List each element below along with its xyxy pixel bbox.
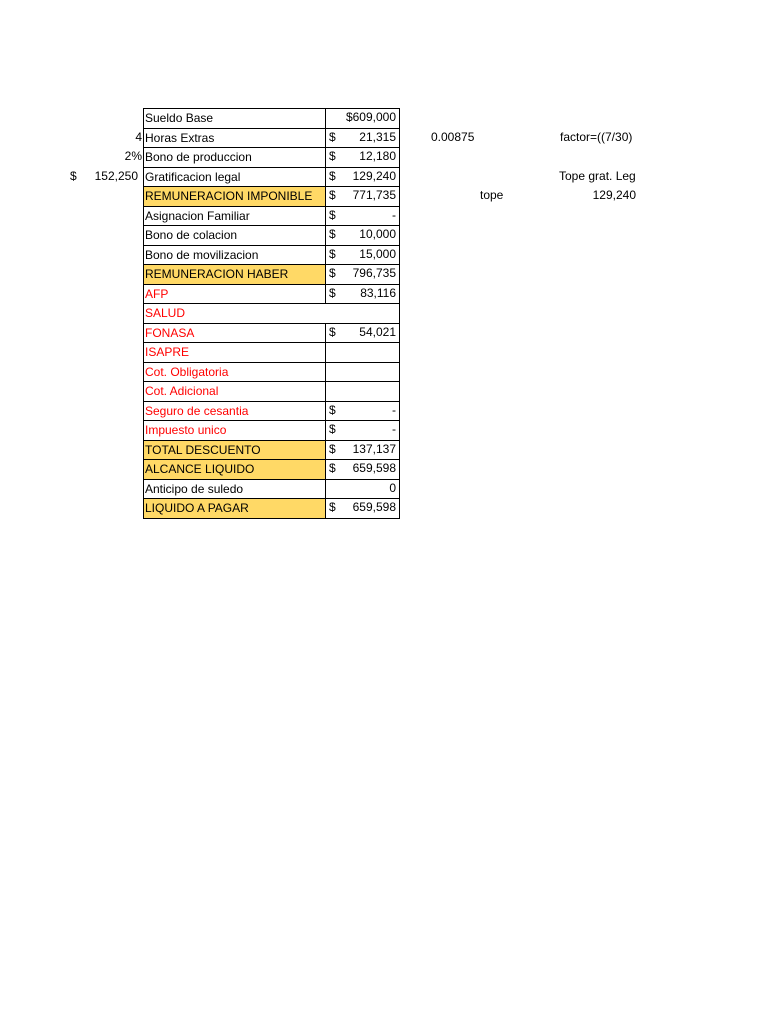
- amount-value: $609,000: [345, 110, 396, 124]
- amount-value: 10,000: [359, 227, 396, 241]
- row-label-cell[interactable]: Horas Extras: [144, 128, 326, 148]
- amount-value: 137,137: [352, 441, 396, 456]
- row-value-cell[interactable]: [326, 479, 400, 499]
- currency-symbol: $: [329, 500, 336, 514]
- amount-value: 12,180: [359, 149, 396, 163]
- amount-value: 659,598: [352, 500, 396, 514]
- bono-percent-cell[interactable]: 2%: [124, 149, 142, 163]
- table-row: [144, 401, 400, 421]
- row-label-cell[interactable]: FONASA: [144, 323, 326, 343]
- amount-value: 129,240: [352, 168, 396, 183]
- row-value-cell[interactable]: [326, 187, 400, 207]
- row-value-cell[interactable]: [326, 323, 400, 343]
- currency-symbol: $: [329, 402, 336, 417]
- table-row: [144, 109, 400, 129]
- row-label-cell[interactable]: SALUD: [144, 304, 400, 324]
- currency-symbol: $: [329, 266, 336, 280]
- currency-symbol: $: [329, 227, 336, 241]
- row-label-cell[interactable]: REMUNERACION HABER: [144, 265, 326, 285]
- row-label-cell[interactable]: REMUNERACION IMPONIBLE: [144, 187, 326, 207]
- payroll-table: [143, 108, 400, 519]
- currency-symbol: $: [329, 188, 336, 202]
- currency-symbol: $: [329, 324, 336, 339]
- table-row: [144, 362, 400, 382]
- horas-count-cell[interactable]: 4: [135, 129, 142, 144]
- table-row: [144, 245, 400, 265]
- row-label-cell[interactable]: TOTAL DESCUENTO: [144, 440, 326, 460]
- amount-value: -: [392, 207, 396, 222]
- factor-formula-cell[interactable]: factor=((7/30): [560, 129, 633, 144]
- currency-symbol: $: [329, 285, 336, 300]
- row-label-cell[interactable]: ALCANCE LIQUIDO: [144, 460, 326, 480]
- row-value-cell[interactable]: [326, 167, 400, 187]
- row-value-cell[interactable]: [326, 460, 400, 480]
- amount-value: 83,116: [360, 285, 396, 300]
- table-row: [144, 226, 400, 246]
- currency-symbol: $: [329, 422, 336, 436]
- table-row: [144, 460, 400, 480]
- table-row: [144, 421, 400, 441]
- currency-symbol: $: [329, 129, 336, 144]
- row-label-cell[interactable]: Sueldo Base: [144, 109, 326, 129]
- row-label-cell[interactable]: Impuesto unico: [144, 421, 326, 441]
- table-row: [144, 343, 400, 363]
- row-label-cell[interactable]: Cot. Adicional: [144, 382, 326, 402]
- row-value-cell[interactable]: [326, 284, 400, 304]
- row-value-cell[interactable]: [326, 440, 400, 460]
- row-label-cell[interactable]: AFP: [144, 284, 326, 304]
- row-label-cell[interactable]: Bono de produccion: [144, 148, 326, 168]
- amount-value: 54,021: [359, 324, 396, 339]
- table-row: [144, 284, 400, 304]
- table-row: [144, 265, 400, 285]
- factor-value-cell[interactable]: 0.00875: [431, 129, 475, 144]
- amount-value: 21,315: [359, 129, 396, 144]
- row-label-cell[interactable]: Bono de colacion: [144, 226, 326, 246]
- amount-value: 796,735: [352, 266, 396, 280]
- row-value-cell[interactable]: [326, 148, 400, 168]
- tope-value-cell[interactable]: 129,240: [592, 188, 636, 202]
- table-row: [144, 148, 400, 168]
- amount-value: -: [392, 422, 396, 436]
- table-row: [144, 167, 400, 187]
- row-label-cell[interactable]: Seguro de cesantia: [144, 401, 326, 421]
- row-value-cell[interactable]: [326, 109, 400, 129]
- currency-symbol: $: [329, 246, 336, 261]
- row-label-cell[interactable]: Gratificacion legal: [144, 167, 326, 187]
- row-label-cell[interactable]: Anticipo de suledo: [144, 479, 326, 499]
- table-row: [144, 128, 400, 148]
- row-value-cell[interactable]: [326, 343, 400, 363]
- row-value-cell[interactable]: [326, 362, 400, 382]
- gratificacion-base-cell[interactable]: [70, 167, 140, 187]
- row-label-cell[interactable]: ISAPRE: [144, 343, 326, 363]
- currency-symbol: $: [329, 441, 336, 456]
- currency-symbol: $: [329, 168, 336, 183]
- row-value-cell[interactable]: [326, 421, 400, 441]
- table-row: [144, 479, 400, 499]
- table-row: [144, 206, 400, 226]
- amount-value: 15,000: [359, 246, 396, 261]
- table-row: [144, 440, 400, 460]
- currency-symbol: $: [329, 207, 336, 222]
- currency-symbol: $: [70, 168, 77, 183]
- row-value-cell[interactable]: [326, 245, 400, 265]
- amount-value: 771,735: [352, 188, 396, 202]
- currency-symbol: $: [329, 461, 336, 475]
- row-label-cell[interactable]: Bono de movilizacion: [144, 245, 326, 265]
- table-row: [144, 382, 400, 402]
- row-value-cell[interactable]: [326, 206, 400, 226]
- currency-symbol: $: [329, 149, 336, 163]
- amount-value: -: [392, 402, 396, 417]
- tope-label-cell[interactable]: tope: [480, 188, 504, 202]
- row-value-cell[interactable]: [326, 226, 400, 246]
- table-row: [144, 304, 400, 324]
- row-value-cell[interactable]: [326, 382, 400, 402]
- row-value-cell[interactable]: [326, 128, 400, 148]
- row-value-cell[interactable]: [326, 401, 400, 421]
- table-row: [144, 323, 400, 343]
- amount-value: 0: [389, 480, 396, 495]
- row-label-cell[interactable]: LIQUIDO A PAGAR: [144, 499, 326, 519]
- row-label-cell[interactable]: Cot. Obligatoria: [144, 362, 326, 382]
- row-value-cell[interactable]: [326, 499, 400, 519]
- row-value-cell[interactable]: [326, 265, 400, 285]
- row-label-cell[interactable]: Asignacion Familiar: [144, 206, 326, 226]
- table-row: [144, 187, 400, 207]
- tope-grat-label-cell[interactable]: Tope grat. Leg: [559, 168, 636, 183]
- amount-value: 659,598: [352, 461, 396, 475]
- table-row: [144, 499, 400, 519]
- gratificacion-base-amount: 152,250: [94, 168, 138, 183]
